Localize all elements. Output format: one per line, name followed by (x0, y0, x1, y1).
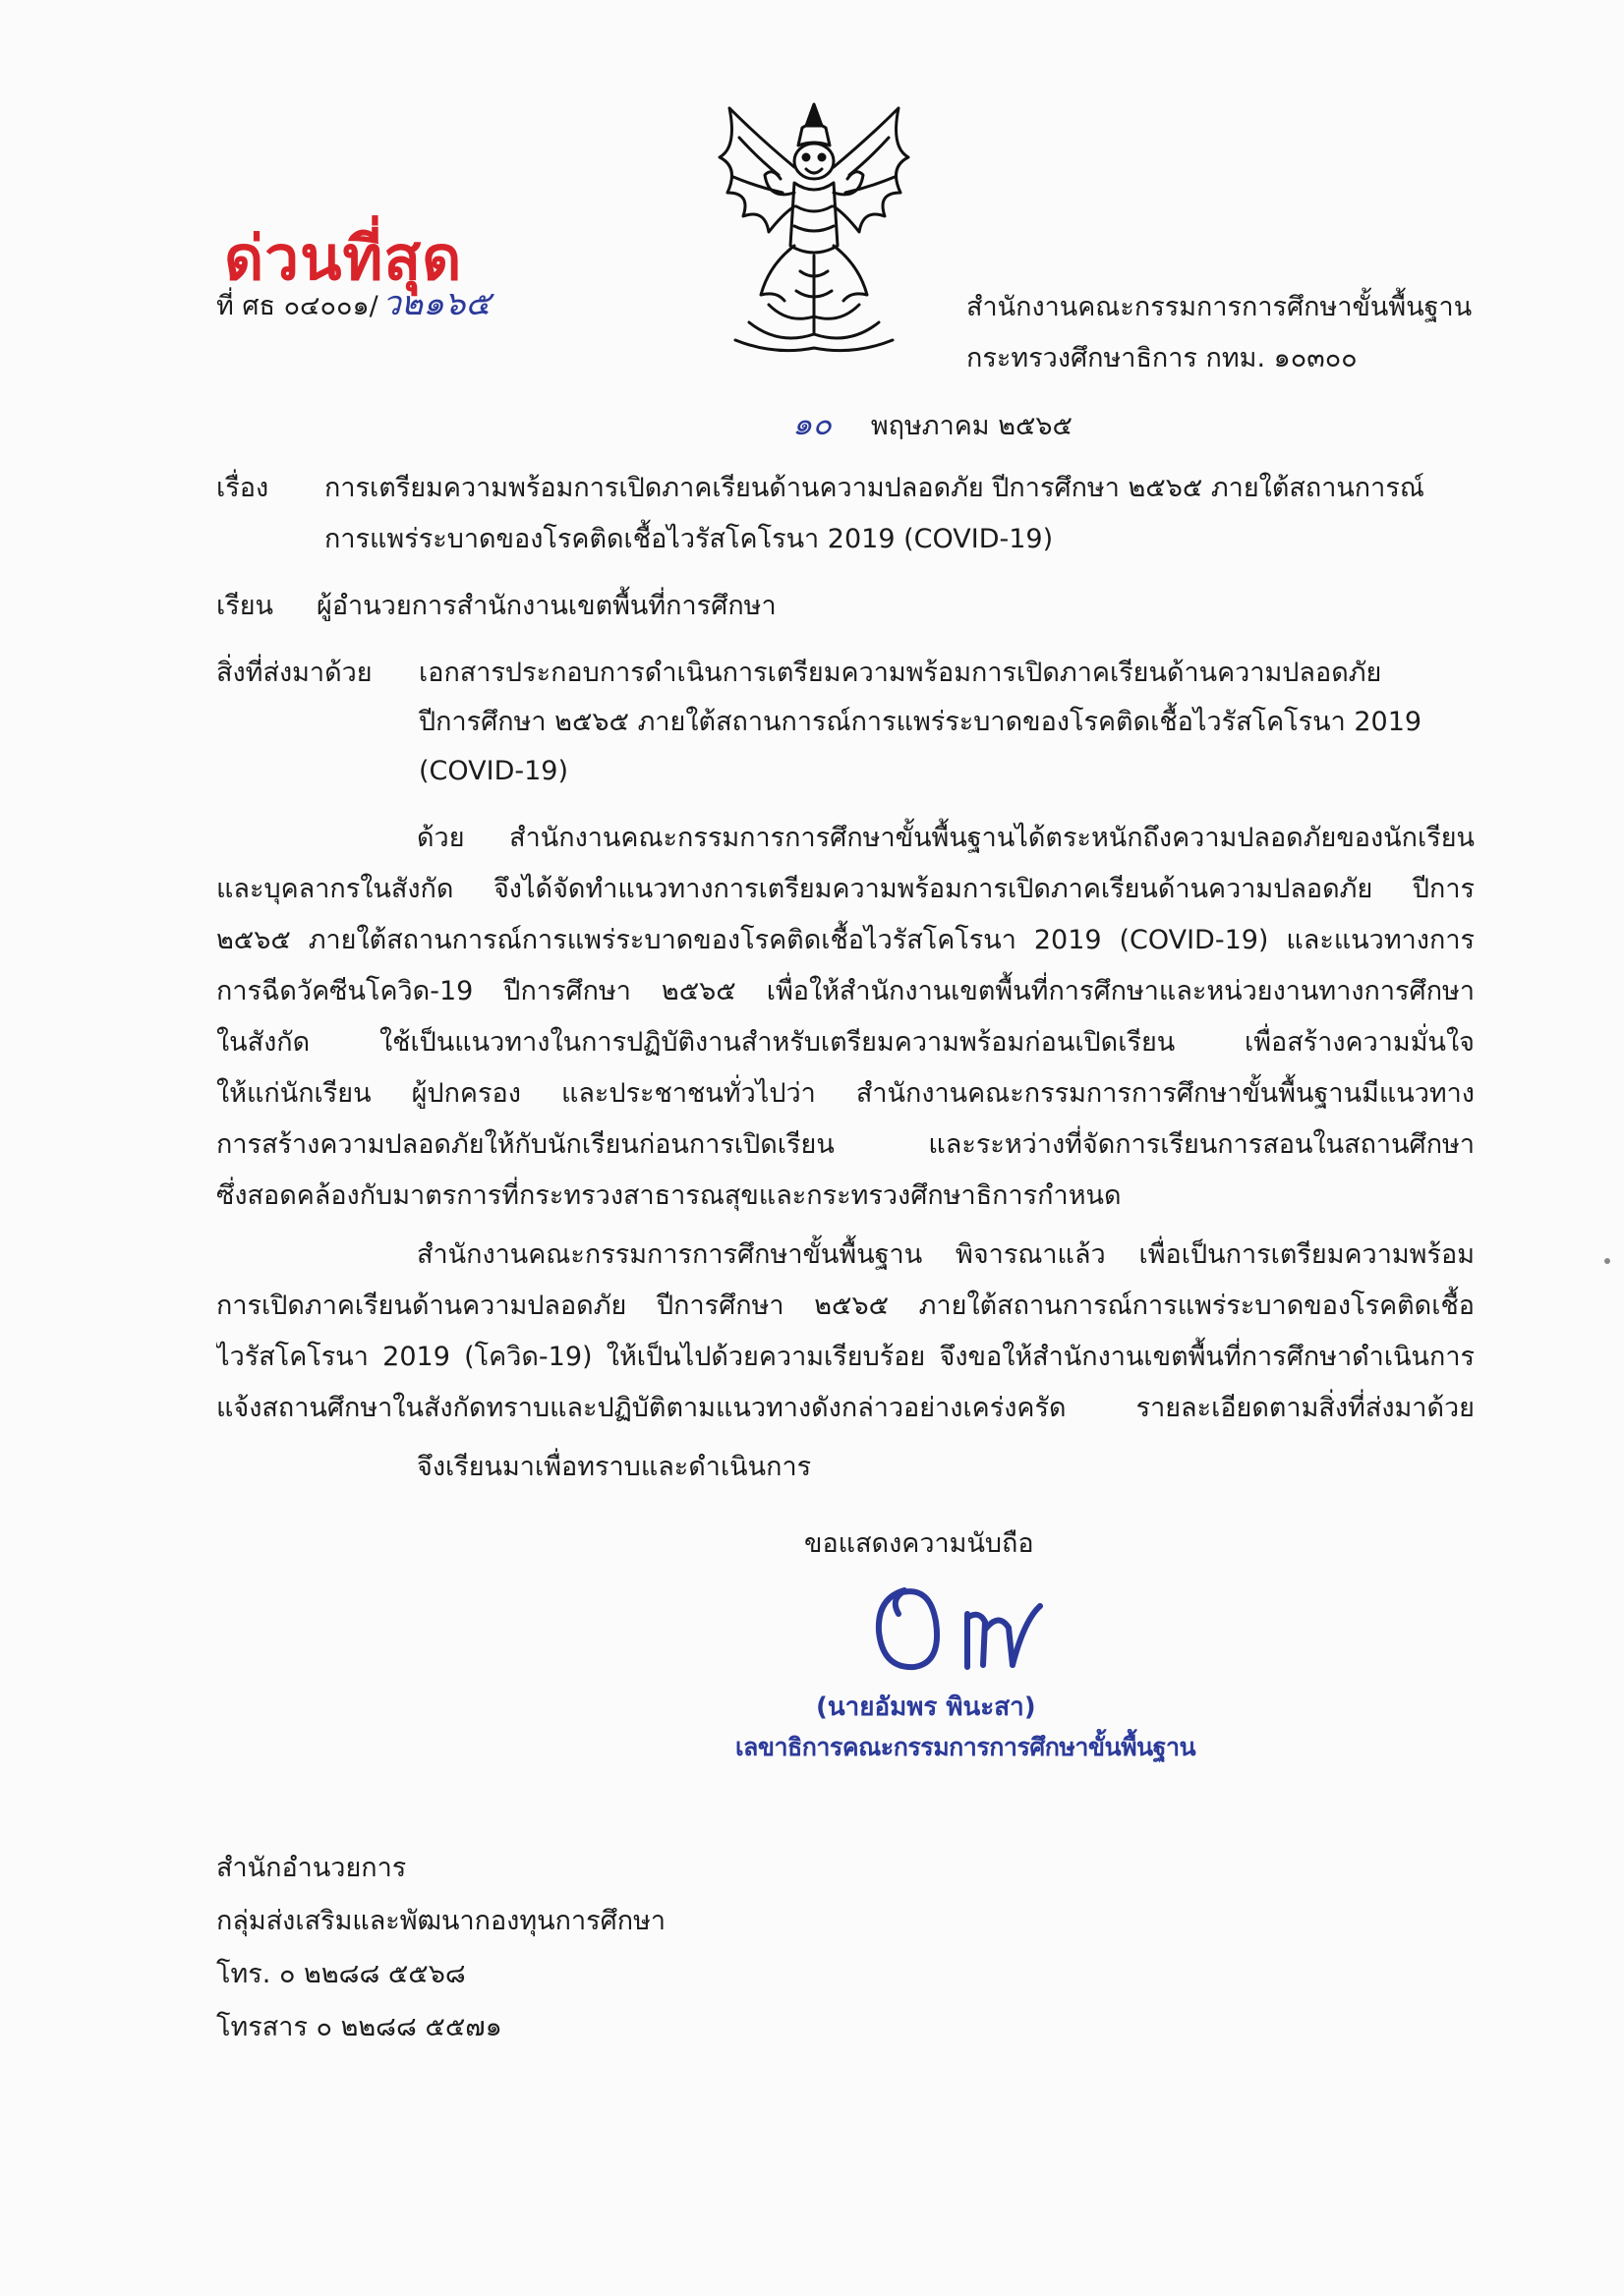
paragraph-2-line: ไวรัสโคโรนา 2019 (โควิด-19) ให้เป็นไปด้วยความเรียบร้อย จึงขอให้สำนักงานเขตพื้นที่การศึกษาดำเนินการ (216, 1342, 1475, 1372)
paragraph-1-line: การฉีดวัคซีนโควิด-19 ปีการศึกษา ๒๕๖๕ เพื่อให้สำนักงานเขตพื้นที่การศึกษาและหน่วยงานทางการศึกษา (216, 976, 1475, 1006)
paragraph-2-line: แจ้งสถานศึกษาในสังกัดทราบและปฏิบัติตามแนวทางดังกล่าวอย่างเคร่งครัด รายละเอียดตามสิ่งที่ส่งมาด้วย (216, 1393, 1475, 1423)
agency-name: สำนักงานคณะกรรมการการศึกษาขั้นพื้นฐาน (966, 292, 1473, 322)
regards-line: ขอแสดงความนับถือ (804, 1528, 1034, 1559)
subject-line-1: การเตรียมความพร้อมการเปิดภาคเรียนด้านความปลอดภัย ปีการศึกษา ๒๕๖๕ ภายใต้สถานการณ์ (324, 473, 1424, 503)
paragraph-1-line: ให้แก่นักเรียน ผู้ปกครอง และประชาชนทั่วไปว่า สำนักงานคณะกรรมการการศึกษาขั้นพื้นฐานมีแนวทาง (216, 1078, 1475, 1109)
paragraph-1-line: และบุคลากรในสังกัด จึงได้จัดทำแนวทางการเตรียมความพร้อมการเปิดภาคเรียนด้านความปลอดภัย ปีการ (216, 874, 1475, 904)
closing-line: จึงเรียนมาเพื่อทราบและดำเนินการ (417, 1452, 812, 1482)
document-number-handwritten: ว๒๑๖๕ (381, 284, 492, 323)
footer-fax: โทรสาร ๐ ๒๒๘๘ ๕๕๗๑ (216, 2012, 502, 2042)
enclosure-line-1: เอกสารประกอบการดำเนินการเตรียมความพร้อมการเปิดภาคเรียนด้านความปลอดภัย (419, 658, 1382, 688)
document-number-prefix: ที่ ศธ ๐๔๐๐๑/ (216, 291, 378, 321)
subject-label: เรื่อง (216, 473, 269, 503)
paragraph-2-line: การเปิดภาคเรียนด้านความปลอดภัย ปีการศึกษา ๒๕๖๕ ภายใต้สถานการณ์การแพร่ระบาดของโรคติดเชื้อ (216, 1291, 1475, 1321)
enclosure-line-3: (COVID-19) (419, 756, 569, 786)
paragraph-1-line: ๒๕๖๕ ภายใต้สถานการณ์การแพร่ระบาดของโรคติดเชื้อไวรัสโคโรนา 2019 (COVID-19) และแนวทางการ (216, 925, 1475, 955)
handwritten-signature-icon (865, 1571, 1062, 1681)
paragraph-1-line: ด้วย สำนักงานคณะกรรมการการศึกษาขั้นพื้นฐานได้ตระหนักถึงความปลอดภัยของนักเรียน (417, 823, 1475, 853)
subject-line-2: การแพร่ระบาดของโรคติดเชื้อไวรัสโคโรนา 2019 (COVID-19) (324, 524, 1054, 554)
signer-title: เลขาธิการคณะกรรมการการศึกษาขั้นพื้นฐาน (735, 1733, 1196, 1761)
recipient: ผู้อำนวยการสำนักงานเขตพื้นที่การศึกษา (317, 591, 777, 621)
footer-group: กลุ่มส่งเสริมและพัฒนากองทุนการศึกษา (216, 1906, 667, 1936)
enclosure-label: สิ่งที่ส่งมาด้วย (216, 658, 373, 688)
date-month-year: พฤษภาคม ๒๕๖๕ (870, 411, 1073, 441)
footer-office: สำนักอำนวยการ (216, 1853, 407, 1883)
scan-mark (1604, 1258, 1610, 1264)
paragraph-1-line: การสร้างความปลอดภัยให้กับนักเรียนก่อนการเปิดเรียน และระหว่างที่จัดการเรียนการสอนในสถานศึกษา (216, 1129, 1475, 1160)
agency-address: กระทรวงศึกษาธิการ กทม. ๑๐๓๐๐ (966, 343, 1358, 373)
footer-phone: โทร. ๐ ๒๒๘๘ ๕๕๖๘ (216, 1959, 466, 1989)
paragraph-1-line: ในสังกัด ใช้เป็นแนวทางในการปฏิบัติงานสำหรับเตรียมความพร้อมก่อนเปิดเรียน เพื่อสร้างความมั่นใจ (216, 1027, 1475, 1058)
paragraph-2-line: สำนักงานคณะกรรมการการศึกษาขั้นพื้นฐาน พิจารณาแล้ว เพื่อเป็นการเตรียมความพร้อม (417, 1239, 1475, 1270)
enclosure-line-2: ปีการศึกษา ๒๕๖๕ ภายใต้สถานการณ์การแพร่ระบาดของโรคติดเชื้อไวรัสโคโรนา 2019 (419, 707, 1422, 737)
document-number (216, 281, 491, 329)
garuda-emblem-icon (700, 98, 928, 354)
paragraph-1-line: ซึ่งสอดคล้องกับมาตรการที่กระทรวงสาธารณสุขและกระทรวงศึกษาธิการกำหนด (216, 1180, 1122, 1211)
signer-name: (นายอัมพร พินะสา) (816, 1693, 1036, 1722)
urgency-stamp: ด่วนที่สุด (224, 222, 463, 294)
date-day-handwritten: ๑๐ (792, 405, 832, 442)
letter-date (792, 401, 1073, 449)
recipient-label: เรียน (216, 591, 274, 621)
